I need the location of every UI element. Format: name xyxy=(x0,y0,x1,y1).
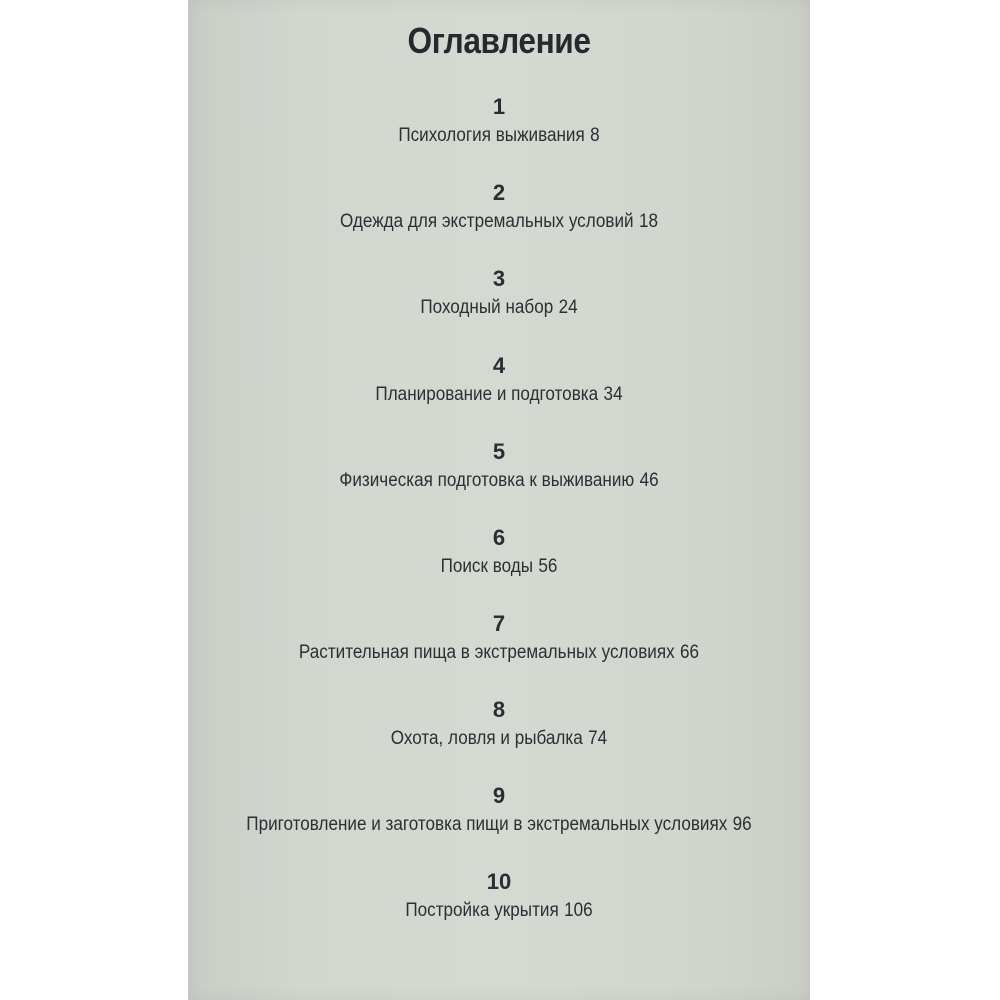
chapter-title: Физическая подготовка к выживанию xyxy=(339,470,635,491)
toc-entry xyxy=(188,610,810,666)
chapter-line xyxy=(219,295,779,321)
chapter-number: 1 xyxy=(492,94,506,119)
chapter-line xyxy=(219,812,779,838)
toc-entry xyxy=(188,524,810,580)
chapter-number: 2 xyxy=(492,180,506,205)
chapter-line xyxy=(219,123,779,149)
chapter-number: 7 xyxy=(492,611,506,636)
chapter-line xyxy=(219,468,779,494)
chapter-page: 34 xyxy=(603,384,623,405)
chapter-number: 9 xyxy=(492,783,506,808)
chapter-title: Планирование и подготовка xyxy=(375,384,599,405)
chapter-line xyxy=(219,209,779,235)
toc-entry xyxy=(188,352,810,408)
chapter-page: 8 xyxy=(590,125,600,146)
chapter-page: 56 xyxy=(538,556,558,577)
chapter-number: 5 xyxy=(492,439,506,464)
chapter-page: 18 xyxy=(639,211,659,232)
chapter-title: Постройка укрытия xyxy=(405,900,559,921)
chapter-title: Растительная пища в экстремальных условиях xyxy=(298,642,675,663)
chapter-page: 96 xyxy=(732,814,752,835)
chapter-number: 8 xyxy=(492,697,506,722)
chapter-title: Психология выживания xyxy=(398,125,585,146)
toc-entry xyxy=(188,179,810,235)
toc-entry xyxy=(188,93,810,149)
chapter-number: 6 xyxy=(492,525,506,550)
page-title: Оглавление xyxy=(407,20,591,61)
toc-entry xyxy=(188,696,810,752)
book-page xyxy=(188,0,810,1000)
toc-entry xyxy=(188,782,810,838)
chapter-line xyxy=(219,640,779,666)
chapter-line xyxy=(219,898,779,924)
chapter-title: Поиск воды xyxy=(440,556,534,577)
chapter-page: 24 xyxy=(558,297,578,318)
chapter-title: Приготовление и заготовка пищи в экстремальных условиях xyxy=(246,814,728,835)
toc-entry xyxy=(188,868,810,924)
chapter-line xyxy=(219,726,779,752)
chapter-line xyxy=(219,554,779,580)
toc-entry xyxy=(188,265,810,321)
chapter-title: Одежда для экстремальных условий xyxy=(339,211,634,232)
chapter-line xyxy=(219,382,779,408)
chapter-page: 66 xyxy=(680,642,700,663)
chapter-page: 46 xyxy=(639,470,659,491)
chapter-page: 74 xyxy=(588,728,608,749)
chapter-page: 106 xyxy=(564,900,593,921)
chapter-number: 4 xyxy=(492,353,506,378)
chapter-number: 10 xyxy=(486,869,512,894)
toc-entry xyxy=(188,438,810,494)
chapter-title: Походный набор xyxy=(420,297,554,318)
chapter-number: 3 xyxy=(492,266,506,291)
chapter-title: Охота, ловля и рыбалка xyxy=(390,728,583,749)
